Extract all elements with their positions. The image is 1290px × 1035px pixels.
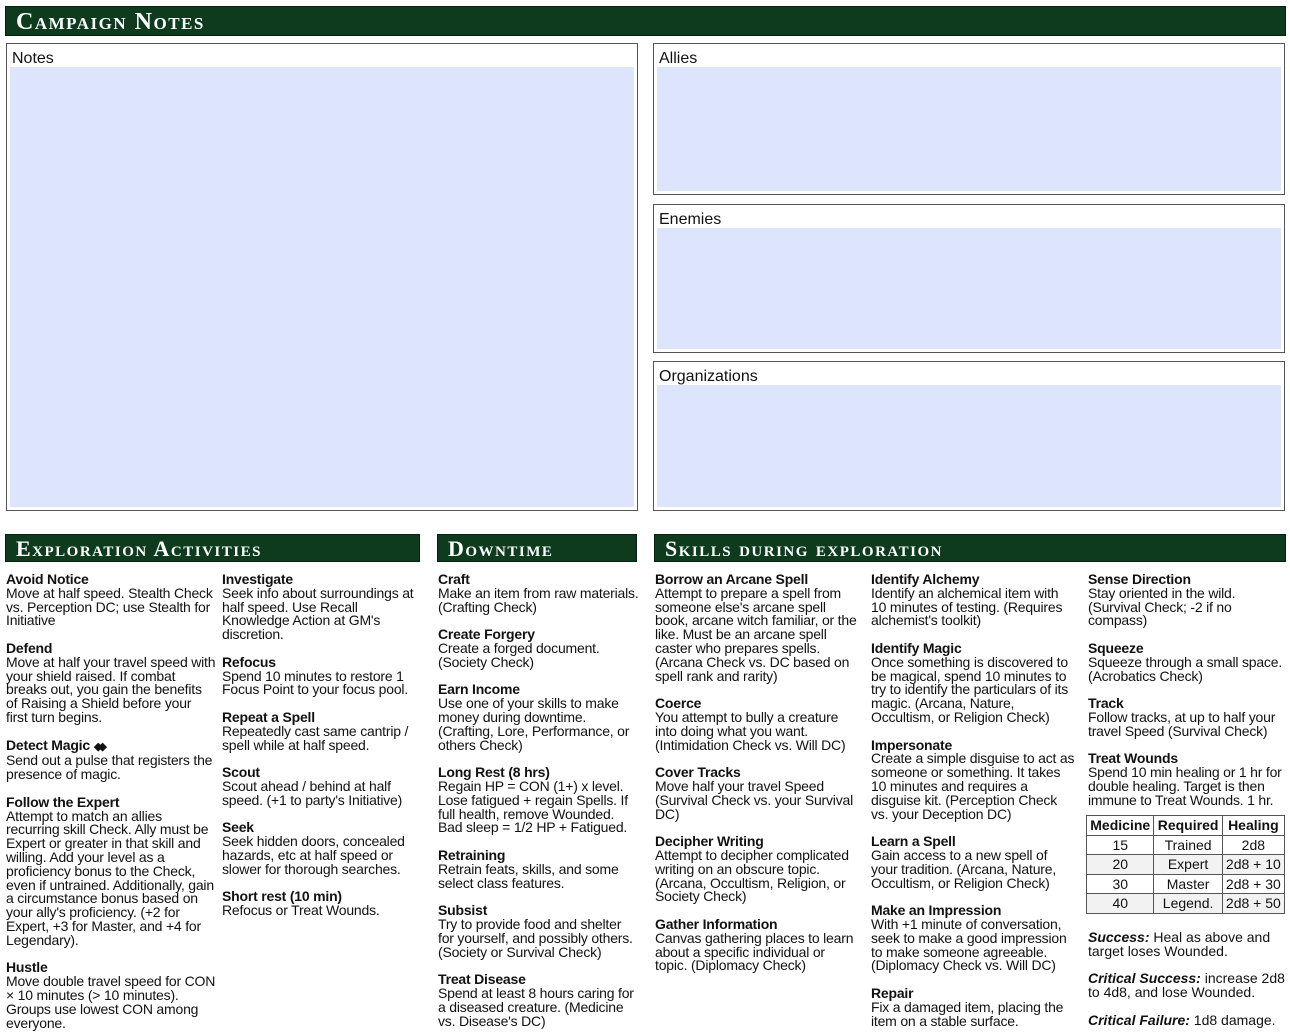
allies-label: Allies	[659, 50, 698, 67]
activity-entry	[222, 573, 422, 642]
skill-entry	[655, 915, 859, 974]
allies-field[interactable]	[657, 67, 1281, 191]
downtime-desc: Make an item from raw materials. (Crafting Check)	[438, 584, 639, 615]
activity-entry	[6, 961, 216, 1030]
exploration-col-1	[6, 573, 216, 1035]
skills-col-2	[871, 573, 1075, 1035]
notes-box[interactable]	[6, 43, 638, 511]
skill-desc: With +1 minute of conversation, seek to make a good impression to make someone agreeable. (Diplomacy Check vs. Will DC)	[871, 915, 1067, 974]
two-action-icon: ◆◆	[93, 740, 103, 753]
result-label: Success:	[1088, 929, 1150, 945]
table-cell: 2d8 + 10	[1222, 855, 1284, 875]
skills-banner	[654, 534, 1286, 562]
activity-title: Refocus	[222, 653, 276, 670]
allies-box[interactable]	[653, 43, 1285, 195]
organizations-field[interactable]	[657, 385, 1281, 507]
skill-desc: Follow tracks, at up to half your travel Speed (Survival Check)	[1088, 708, 1276, 739]
activity-entry	[6, 736, 216, 783]
result-success	[1088, 931, 1288, 959]
downtime-title-text: Retraining	[438, 846, 506, 863]
result-critical-success	[1088, 972, 1288, 1000]
downtime-title-text: Craft	[438, 571, 470, 587]
skill-desc: Spend 10 min healing or 1 hr for double healing. Target is then immune to Treat Wounds. 1 hr.	[1088, 764, 1282, 808]
activity-title: Detect Magic	[6, 736, 90, 753]
exploration-title: Exploration Activities	[16, 536, 262, 561]
table-cell: 15	[1087, 835, 1154, 855]
table-cell: 2d8 + 30	[1222, 874, 1284, 894]
skill-entry	[1088, 639, 1288, 684]
table-row	[1087, 894, 1285, 914]
skill-desc: You attempt to bully a creature into doing what you want. (Intimidation Check vs. Will DC)	[655, 708, 846, 753]
activity-desc: Attempt to match an allies recurring skill Check. Ally must be Expert or greater in that skill and willing. Add your level as a proficiency bonus to the Check, even if untrained. Additionally, gain a circumstance bonus based on your ally's proficiency. (+2 for Expert, +3 for Master, and +4 for Legendary).	[6, 807, 214, 948]
skill-entry	[1088, 752, 1288, 807]
activity-desc: Refocus or Treat Wounds.	[222, 902, 380, 919]
downtime-desc: Create a forged document. (Society Check)	[438, 639, 600, 670]
downtime-desc: Spend at least 8 hours caring for a diseased creature. (Medicine vs. Disease's DC)	[438, 984, 634, 1029]
downtime-title-text: Create Forgery	[438, 626, 535, 643]
table-header: Required	[1154, 816, 1222, 836]
skill-title: Make an Impression	[871, 902, 1002, 919]
downtime-entry	[438, 766, 640, 835]
table-cell: 2d8	[1222, 835, 1284, 855]
table-cell: Legend.	[1154, 894, 1222, 914]
downtime-desc: Use one of your skills to make money during downtime. (Crafting, Lore, Performance, or others Check)	[438, 695, 630, 753]
skill-title: Track	[1088, 695, 1124, 712]
skill-desc: Once something is discovered to be magical, spend 10 minutes to try to identify the particulars of its magic. (Arcana, Nature, Occultism, or Religion Check)	[871, 653, 1069, 725]
downtime-title-text: Treat Disease	[438, 971, 526, 988]
skill-entry	[871, 736, 1075, 822]
downtime-col	[438, 573, 640, 1035]
activity-desc: Move double travel speed for CON × 10 minutes (> 10 minutes). Groups use lowest CON among everyone.	[6, 973, 216, 1031]
table-cell: Trained	[1154, 835, 1222, 855]
notes-field[interactable]	[10, 67, 634, 507]
result-text: increase 2d8 to 4d8, and lose Wounded.	[1088, 970, 1285, 1000]
table-cell: Expert	[1154, 855, 1222, 875]
result-label: Critical Success:	[1088, 970, 1201, 986]
downtime-entry	[438, 573, 640, 614]
campaign-notes-banner	[5, 6, 1286, 36]
table-cell: 40	[1087, 894, 1154, 914]
organizations-box[interactable]	[653, 361, 1285, 511]
activity-entry	[6, 573, 216, 628]
downtime-title: Downtime	[448, 536, 554, 561]
activity-title: Defend	[6, 639, 53, 656]
activity-entry	[222, 653, 422, 698]
skill-desc: Attempt to prepare a spell from someone else's arcane spell book, arcane witch familiar, or the like. Must be an arcane spell caster who prepares spells. (Arcana Check vs. DC based on spell rank and rarity)	[655, 584, 857, 684]
skill-entry	[655, 766, 859, 821]
activity-entry	[222, 890, 422, 918]
downtime-desc: Retrain feats, skills, and some select class features.	[438, 860, 619, 891]
result-text: Heal as above and target loses Wounded.	[1088, 929, 1271, 959]
skill-title: Borrow an Arcane Spell	[655, 571, 809, 587]
notes-label: Notes	[12, 50, 54, 67]
activity-desc: Move at half your travel speed with your shield raised. If combat breaks out, you gain the benefits of Raising a Shield before your first turn begins.	[6, 653, 216, 725]
activity-entry	[222, 821, 422, 876]
skill-title: Squeeze	[1088, 639, 1144, 656]
activity-entry	[222, 708, 422, 753]
table-header-row	[1087, 816, 1285, 836]
skill-entry	[655, 573, 859, 683]
result-text: 1d8 damage.	[1189, 1012, 1276, 1028]
downtime-entry	[438, 973, 640, 1028]
enemies-box[interactable]	[653, 204, 1285, 353]
skill-entry	[1088, 697, 1288, 738]
activity-desc: Seek info about surroundings at half speed. Use Recall Knowledge Action at GM's discretion.	[222, 584, 414, 643]
result-label: Critical Failure:	[1088, 1012, 1190, 1028]
table-row	[1087, 835, 1285, 855]
skill-entry	[871, 984, 1075, 1029]
skill-title: Identify Alchemy	[871, 571, 980, 587]
table-cell: 20	[1087, 855, 1154, 875]
activity-desc: Spend 10 minutes to restore 1 Focus Point to your focus pool.	[222, 667, 409, 698]
enemies-field[interactable]	[657, 228, 1281, 349]
table-cell: 30	[1087, 874, 1154, 894]
organizations-label: Organizations	[659, 368, 758, 385]
table-header: Healing	[1222, 816, 1284, 836]
table-header: Medicine	[1087, 816, 1154, 836]
skill-desc: Create a simple disguise to act as someone or something. It takes 10 minutes and requires a disguise kit. (Perception Check vs. your Deception DC)	[871, 750, 1075, 822]
activity-desc: Send out a pulse that registers the presence of magic.	[6, 752, 213, 783]
skill-title: Identify Magic	[871, 639, 962, 656]
downtime-desc: Try to provide food and shelter for yourself, and possibly others. (Society or Survival Check)	[438, 915, 633, 960]
campaign-notes-title: Campaign Notes	[16, 9, 205, 35]
downtime-entry	[438, 846, 640, 891]
skill-title: Sense Direction	[1088, 571, 1191, 587]
skills-title: Skills during exploration	[665, 536, 943, 561]
skill-entry	[655, 697, 859, 752]
downtime-title-text: Earn Income	[438, 681, 520, 698]
downtime-entry	[438, 904, 640, 959]
skill-desc: Move half your travel Speed (Survival Check vs. your Survival DC)	[655, 777, 854, 822]
skill-desc: Canvas gathering places to learn about a specific individual or topic. (Diplomacy Check)	[655, 929, 854, 974]
downtime-desc: Regain HP = CON (1+) x level. Lose fatigued + regain Spells. If full health, remove Wounded. Bad sleep = 1/2 HP + Fatigued.	[438, 777, 628, 836]
skill-title: Repair	[871, 984, 914, 1001]
downtime-title-text: Subsist	[438, 902, 488, 919]
skill-entry	[871, 835, 1075, 890]
result-critical-failure	[1088, 1014, 1288, 1028]
activity-desc: Move at half speed. Stealth Check vs. Perception DC; use Stealth for Initiative	[6, 584, 213, 629]
skill-entry	[1088, 573, 1288, 628]
skill-entry	[655, 835, 859, 904]
skill-title: Gather Information	[655, 915, 778, 932]
skill-entry	[871, 639, 1075, 725]
exploration-banner	[5, 534, 420, 562]
skill-title: Impersonate	[871, 736, 953, 753]
downtime-entry	[438, 628, 640, 669]
skill-desc: Gain access to a new spell of your tradition. (Arcana, Nature, Occultism, or Religion Check)	[871, 846, 1057, 891]
activity-title: Avoid Notice	[6, 571, 89, 587]
activity-title: Repeat a Spell	[222, 708, 315, 725]
activity-title: Scout	[222, 764, 260, 781]
enemies-label: Enemies	[659, 211, 722, 228]
table-cell: Master	[1154, 874, 1222, 894]
skill-title: Cover Tracks	[655, 764, 741, 781]
activity-desc: Scout ahead / behind at half speed. (+1 to party's Initiative)	[222, 777, 403, 808]
downtime-title-text: Long Rest (8 hrs)	[438, 764, 550, 781]
medicine-table	[1086, 815, 1285, 914]
table-row	[1087, 855, 1285, 875]
skill-entry	[871, 904, 1075, 973]
activity-entry	[6, 793, 216, 948]
skill-title: Treat Wounds	[1088, 750, 1178, 767]
skill-entry	[871, 573, 1075, 628]
skills-col-3	[1088, 573, 1288, 821]
activity-title: Short rest (10 min)	[222, 888, 342, 905]
downtime-entry	[438, 683, 640, 752]
activity-title: Follow the Expert	[6, 793, 120, 810]
skill-desc: Identify an alchemical item with 10 minutes of testing. (Requires alchemist's toolkit)	[871, 584, 1063, 629]
skill-title: Coerce	[655, 695, 702, 712]
skill-title: Learn a Spell	[871, 833, 956, 850]
skill-desc: Stay oriented in the wild. (Survival Check; -2 if no compass)	[1088, 584, 1236, 629]
downtime-banner	[437, 534, 637, 562]
activity-title: Seek	[222, 819, 254, 836]
table-row	[1087, 874, 1285, 894]
skills-col-1	[655, 573, 859, 987]
activity-title: Hustle	[6, 959, 48, 976]
exploration-col-2	[222, 573, 422, 932]
activity-desc: Repeatedly cast same cantrip / spell while at half speed.	[222, 722, 409, 753]
skill-desc: Attempt to decipher complicated writing on an obscure topic. (Arcana, Occultism, Religion, or Society Check)	[655, 846, 849, 905]
skill-desc: Squeeze through a small space. (Acrobatics Check)	[1088, 653, 1283, 684]
skill-title: Decipher Writing	[655, 833, 764, 850]
skill-desc: Fix a damaged item, placing the item on a stable surface.	[871, 998, 1064, 1029]
activity-desc: Seek hidden doors, concealed hazards, etc at half speed or slower for thorough searches.	[222, 833, 405, 877]
table-cell: 2d8 + 50	[1222, 894, 1284, 914]
activity-title: Investigate	[222, 571, 293, 587]
activity-entry	[222, 766, 422, 807]
activity-entry	[6, 639, 216, 725]
